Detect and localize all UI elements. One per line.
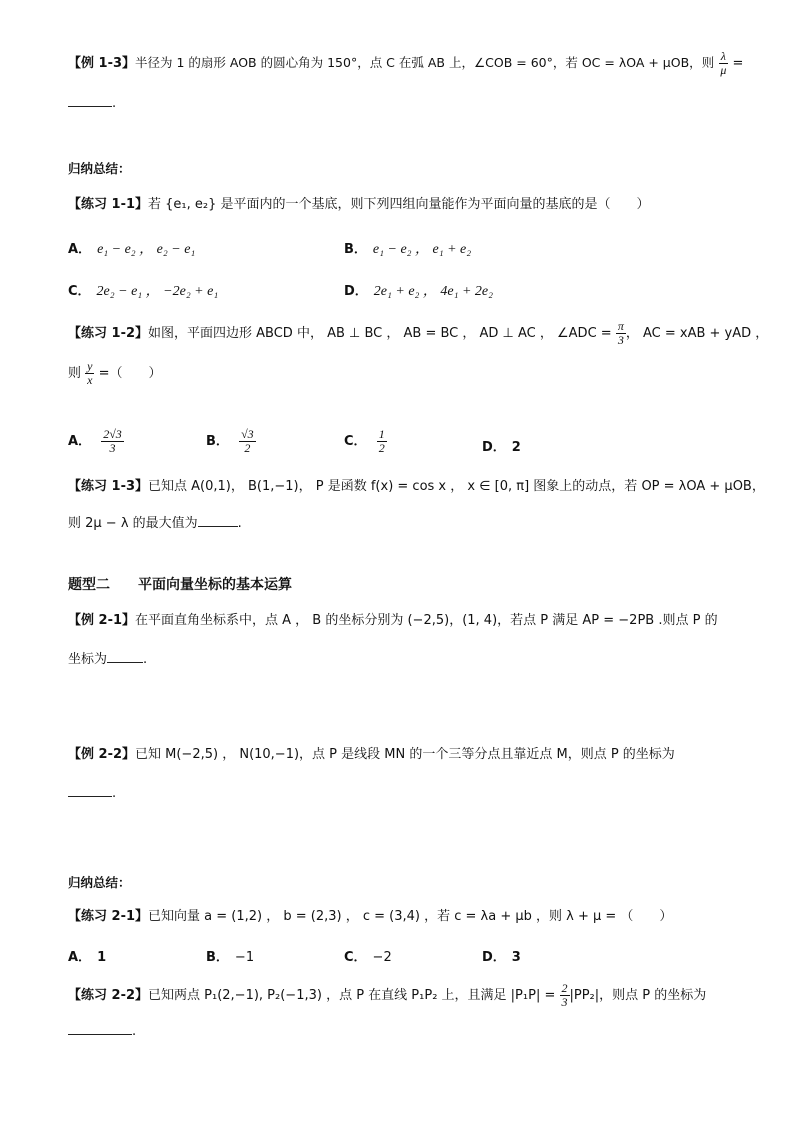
fraction-lambda-mu	[718, 50, 728, 77]
problem-text: 已知 M(−2,5) ， N(10,−1)，点 P 是线段 MN 的一个三等分点且靠近点 M，则点 P 的坐标为	[135, 747, 675, 762]
example-2-2	[68, 746, 675, 764]
summary-label: 归纳总结：	[68, 875, 131, 890]
period: .	[143, 652, 148, 667]
option-b[interactable]	[206, 946, 254, 965]
practice-1-3	[68, 478, 765, 496]
answer-blank[interactable]	[68, 1022, 132, 1035]
example-tag: 【例 2-2】	[68, 747, 136, 762]
example-1-3	[68, 50, 743, 77]
option-text: 3	[511, 950, 521, 965]
option-label: B．	[206, 950, 229, 965]
option-label: C．	[344, 434, 367, 449]
option-text: e₁ − e₂ ， e₂ − e₁	[97, 242, 196, 257]
practice-tag: 【练习 2-2】	[68, 988, 149, 1003]
option-label: C．	[344, 950, 367, 965]
option-text: 2e₁ + e₂ ， 4e₁ + 2e₂	[373, 284, 494, 299]
option-b[interactable]	[206, 428, 256, 455]
fraction-pi-3	[616, 320, 626, 347]
example-2-1-line2	[68, 650, 147, 669]
fraction-denominator: x	[87, 373, 93, 387]
practice-tag: 【练习 2-1】	[68, 909, 149, 924]
problem-text: 半径为 1 的扇形 AOB 的圆心角为 150°，点 C 在弧 AB 上，∠COB = 60°，若 OC = λOA + μOB，则	[135, 55, 715, 70]
option-fraction	[377, 428, 387, 455]
option-label: A．	[68, 434, 92, 449]
fraction-numerator: 1	[378, 427, 385, 441]
option-c[interactable]	[344, 428, 387, 455]
option-d[interactable]	[482, 436, 521, 455]
option-a[interactable]	[68, 946, 106, 965]
equals-paren: =（ ）	[98, 366, 162, 381]
section-heading: 题型二 平面向量坐标的基本运算	[68, 577, 292, 593]
practice-tag: 【练习 1-2】	[68, 326, 149, 341]
option-label: D．	[482, 440, 506, 455]
answer-blank-line	[68, 94, 116, 113]
practice-2-2	[68, 982, 706, 1009]
practice-2-1	[68, 908, 672, 926]
practice-tag: 【练习 1-1】	[68, 197, 149, 212]
equals-sign: =	[732, 56, 744, 71]
option-label: C．	[68, 284, 91, 299]
option-c[interactable]	[68, 280, 218, 300]
summary-label: 归纳总结：	[68, 161, 131, 176]
practice-1-2-line2	[68, 360, 162, 387]
option-text: 2	[511, 440, 521, 455]
option-text: e₁ − e₂ ， e₁ + e₂	[372, 242, 472, 257]
fraction-2-3	[560, 982, 570, 1009]
fraction-denominator: 2	[378, 441, 385, 455]
example-2-2-line2	[68, 784, 116, 803]
option-d[interactable]	[482, 946, 521, 965]
answer-blank[interactable]	[107, 650, 143, 663]
option-text: 2e₂ − e₁ ， −2e₂ + e₁	[96, 284, 219, 299]
option-fraction	[239, 428, 256, 455]
then-label: 则	[68, 366, 82, 381]
option-a[interactable]	[68, 428, 124, 455]
fraction-denominator: 2	[244, 441, 251, 455]
period: .	[112, 786, 117, 801]
practice-1-3-line2	[68, 514, 242, 533]
problem-text: 已知向量 a = (1,2) ， b = (2,3) ， c = (3,4) ，若 c = λa + μb ，则 λ + μ = （ ）	[148, 909, 673, 924]
fraction-numerator: π	[617, 319, 624, 333]
practice-1-2	[68, 320, 768, 347]
option-label: D．	[344, 284, 368, 299]
example-2-1	[68, 612, 718, 630]
option-label: A．	[68, 242, 92, 257]
practice-1-1	[68, 196, 650, 214]
example-tag: 【例 2-1】	[68, 613, 136, 628]
problem-text-continued: |PP₂|，则点 P 的坐标为	[569, 988, 707, 1003]
option-label: B．	[344, 242, 367, 257]
option-d[interactable]	[344, 280, 493, 300]
fraction-numerator: √3	[241, 427, 254, 441]
fraction-numerator: 2√3	[103, 427, 122, 441]
fraction-numerator: λ	[720, 49, 726, 63]
option-text: 1	[97, 950, 107, 965]
option-label: D．	[482, 950, 506, 965]
problem-text: 如图，平面四边形 ABCD 中， AB ⊥ BC ， AB = BC ， AD ⊥ AC ， ∠ADC =	[148, 326, 612, 341]
problem-text-continued: 坐标为	[68, 652, 108, 667]
problem-text-continued: ， AC = xAB + yAD ，	[625, 326, 769, 341]
practice-tag: 【练习 1-3】	[68, 479, 149, 494]
problem-text: 若 {e₁, e₂} 是平面内的一个基底，则下列四组向量能作为平面向量的基底的是（ ）	[148, 197, 650, 212]
fraction-denominator: 3	[109, 441, 116, 455]
period: .	[112, 96, 117, 111]
option-text: −2	[372, 950, 392, 965]
option-text: −1	[234, 950, 255, 965]
fraction-denominator: μ	[720, 63, 727, 77]
period: .	[132, 1024, 137, 1039]
answer-blank[interactable]	[68, 94, 112, 107]
practice-2-2-line2	[68, 1022, 136, 1041]
fraction-numerator: y	[87, 359, 93, 373]
problem-text-continued: 则 2μ − λ 的最大值为	[68, 516, 198, 531]
fraction-numerator: 2	[561, 981, 568, 995]
problem-text: 已知点 A(0,1)， B(1,−1)， P 是函数 f(x) = cos x ， x ∈ [0, π] 图象上的动点，若 OP = λOA + μOB，	[148, 479, 765, 494]
option-c[interactable]	[344, 946, 392, 965]
answer-blank[interactable]	[68, 784, 112, 797]
example-tag: 【例 1-3】	[68, 56, 136, 71]
option-a[interactable]	[68, 238, 195, 258]
option-fraction	[101, 428, 124, 455]
fraction-y-x	[85, 360, 94, 387]
problem-text: 在平面直角坐标系中，点 A ， B 的坐标分别为 (−2,5)，(1, 4)，若点 P 满足 AP = −2PB .则点 P 的	[135, 613, 718, 628]
fraction-denominator: 3	[561, 995, 568, 1009]
fraction-denominator: 3	[617, 333, 624, 347]
period: .	[237, 516, 242, 531]
option-label: A．	[68, 950, 92, 965]
option-b[interactable]	[344, 238, 471, 258]
option-label: B．	[206, 434, 229, 449]
answer-blank[interactable]	[198, 514, 238, 527]
problem-text: 已知两点 P₁(2,−1), P₂(−1,3) ，点 P 在直线 P₁P₂ 上，且满足 |P₁P| =	[148, 988, 556, 1003]
